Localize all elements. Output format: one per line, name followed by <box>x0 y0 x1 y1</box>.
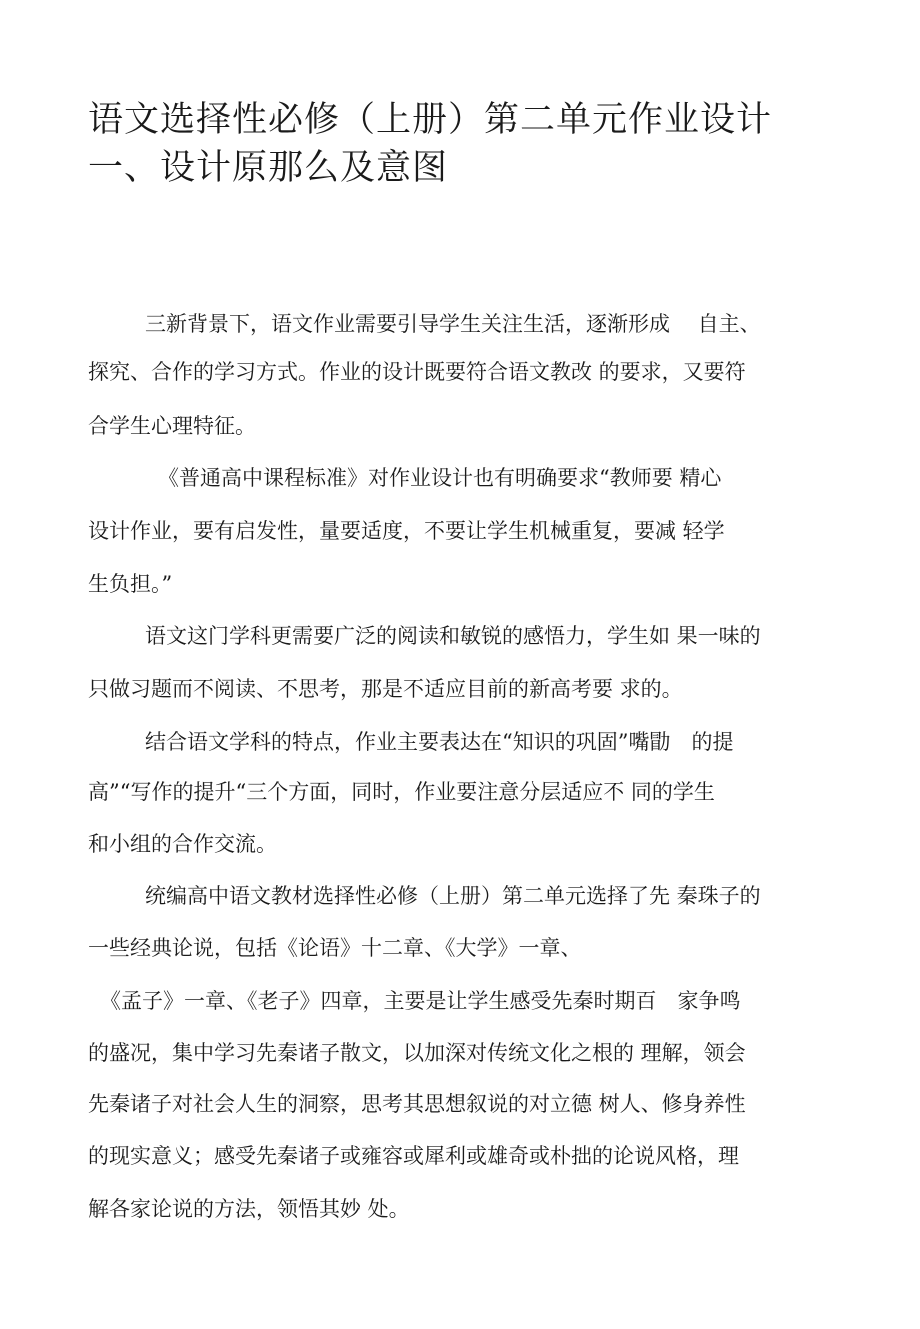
body-line: 的现实意义；感受先秦诸子或雍容或犀利或雄奇或朴拙的论说风格，理 <box>88 1144 739 1168</box>
section-heading: 一、设计原那么及意图 <box>88 148 449 188</box>
body-line: 的盛况，集中学习先秦诸子散文，以加深对传统文化之根的 理解，领会 <box>88 1041 746 1065</box>
body-line: 高”“写作的提升“三个方面，同时，作业要注意分层适应不 同的学生 <box>88 780 715 804</box>
body-line: 生负担。” <box>88 572 173 596</box>
body-line: 统编高中语文教材选择性必修（上册）第二单元选择了先 秦珠子的 <box>145 884 761 908</box>
body-line: 三新背景下，语文作业需要引导学生关注生活，逐渐形成 自主、 <box>145 312 761 336</box>
body-line: 合学生心理特征。 <box>88 414 256 438</box>
body-line: 解各家论说的方法，领悟其妙 处。 <box>88 1197 410 1221</box>
body-line: 设计作业，要有启发性，量要适度，不要让学生机械重复，要减 轻学 <box>88 519 725 543</box>
document-title: 语文选择性必修（上册）第二单元作业设计 <box>88 100 773 140</box>
body-line: 探究、合作的学习方式。作业的设计既要符合语文教改 的要求，又要符 <box>88 360 746 384</box>
body-line: 只做习题而不阅读、不思考，那是不适应目前的新高考要 求的。 <box>88 677 683 701</box>
body-line: 先秦诸子对社会人生的洞察，思考其思想叙说的对立德 树人、修身养性 <box>88 1092 746 1116</box>
body-line: 语文这门学科更需要广泛的阅读和敏锐的感悟力，学生如 果一味的 <box>145 624 761 648</box>
body-line: 《孟子》一章、《老子》四章，主要是让学生感受先秦时期百 家争鸣 <box>100 989 741 1013</box>
body-line: 结合语文学科的特点，作业主要表达在“知识的巩固”嘴勖 的提 <box>145 730 734 754</box>
body-line: 《普通高中课程标准》对作业设计也有明确要求“教师要 精心 <box>158 466 722 490</box>
body-line: 和小组的合作交流。 <box>88 832 277 856</box>
body-line: 一些经典论说，包括《论语》十二章、《大学》一章、 <box>88 936 582 960</box>
